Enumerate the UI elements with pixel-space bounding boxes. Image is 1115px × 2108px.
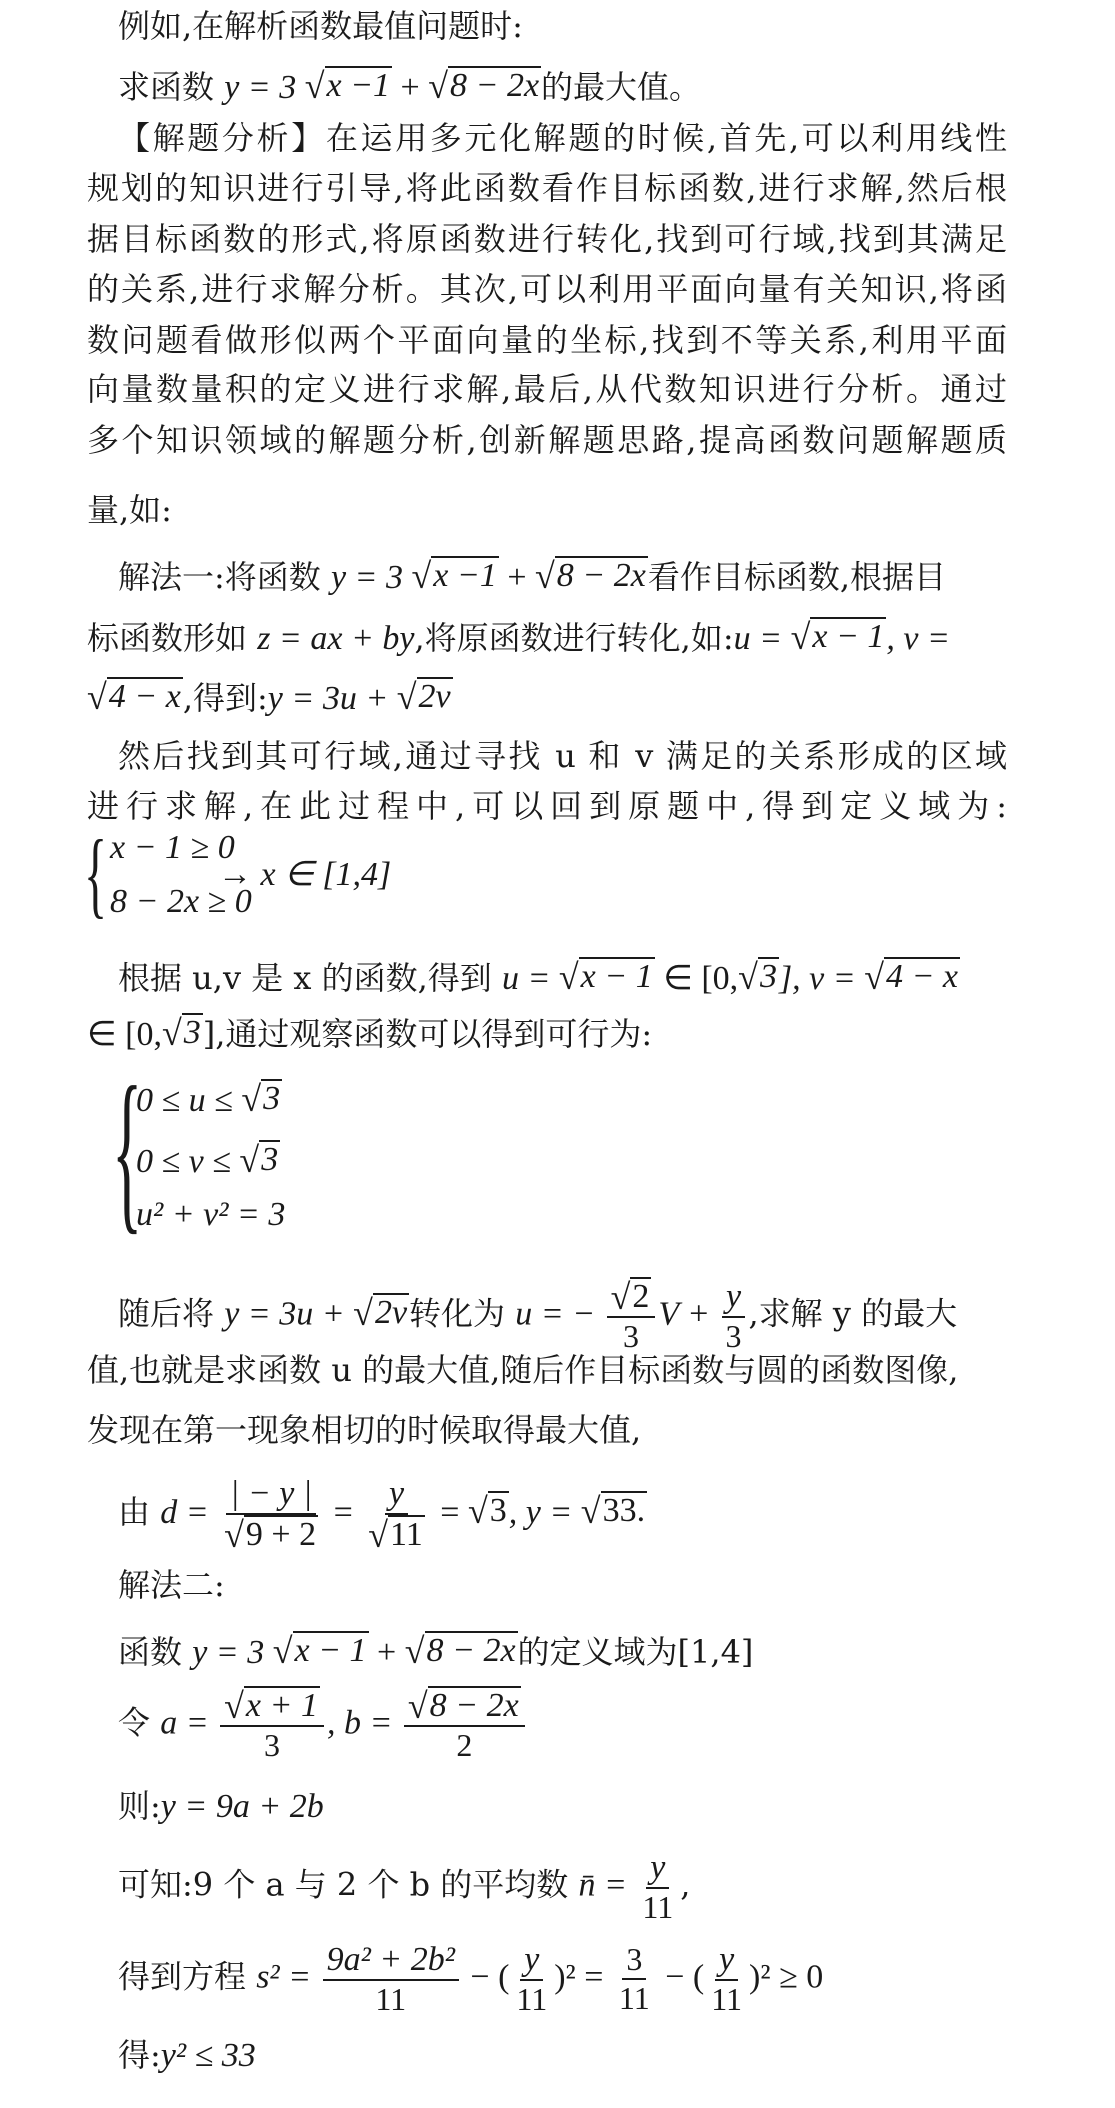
solution2-line: 可知:9 个 a 与 2 个 b 的平均数 n̄ = $\frac{y}{11}$ ,: [118, 1849, 691, 1926]
fraction: $\frac{y}{11}$: [711, 1941, 743, 2018]
radicand: 2v: [374, 1293, 408, 1331]
text: 得到方程: [118, 1957, 257, 1996]
math: ], v =: [778, 960, 865, 997]
text: 转化为: [409, 1294, 516, 1333]
radicand: x −1: [326, 67, 391, 105]
solution1-line: [118, 551, 1007, 603]
text: ,将原函数进行转化,如:: [414, 619, 734, 657]
analysis-line: 向量数量积的定义进行求解,最后,从代数知识进行分析。通过: [87, 370, 1007, 408]
math: y = 3: [224, 69, 305, 106]
math: u =: [501, 960, 559, 997]
analysis-line: 多个知识领域的解题分析,创新解题思路,提高函数问题解题质: [87, 421, 1007, 459]
sqrt: √ 3: [467, 1490, 507, 1531]
fraction: √ x + 1 3: [220, 1686, 324, 1764]
text: 看作目标函数,根据目: [647, 558, 947, 596]
text: ],通过观察函数可以得到可行为:: [202, 1015, 653, 1053]
text: 求函数: [118, 68, 225, 106]
inequality: 8 − 2x ≥ 0: [110, 883, 252, 920]
analysis-line: 量,如:: [87, 491, 172, 529]
text: 令: [118, 1703, 161, 1742]
math: y = 9a + 2b: [160, 1788, 324, 1825]
sqrt: √ x − 1: [558, 957, 653, 997]
fraction: $\frac{\text{9a² + 2b²}}{11}$: [323, 1940, 459, 2018]
math: z = ax + by: [257, 620, 415, 657]
sqrt: √ 2v: [396, 677, 451, 717]
solution1-line: [87, 612, 1007, 664]
left-brace-icon: {: [84, 820, 108, 927]
radicand: x − 1: [580, 958, 653, 996]
plus: +: [498, 559, 536, 596]
solution1-line: 然后找到其可行域,通过寻找 u 和 v 满足的关系形成的区域: [118, 737, 1007, 775]
fraction: $\frac{y}{3}$: [721, 1277, 745, 1355]
sqrt: √ 33.: [580, 1490, 646, 1531]
solution2-line: [118, 1780, 1007, 1832]
solution1-line: [118, 1276, 1007, 1355]
sqrt: √ 3: [738, 957, 777, 997]
analysis-line: 的关系,进行求解分析。其次,可以利用平面向量有关知识,将函: [87, 270, 1007, 308]
domain-result: → x ∈ [1,4]: [218, 856, 392, 893]
sqrt: √ 8 − 2x: [535, 556, 646, 596]
radicand: 4 − x: [885, 958, 959, 996]
analysis-line: 据目标函数的形式,将原函数进行转化,找到可行域,找到其满足: [87, 220, 1007, 258]
radicand: 3: [759, 958, 777, 996]
text: 的定义域为[1,4]: [517, 1633, 754, 1671]
plus: +: [392, 69, 429, 106]
radicand: 4 − x: [108, 678, 181, 716]
solution2-line: 得到方程 s² = $\frac{\text{9a² + 2b²}}{11}$ − ( $\frac{y}{11}$ )² = $\frac{3}{11}$ − ( $\frac{y}{11}$ )² ≥ 0: [118, 1941, 824, 2018]
text: 标函数形如: [87, 619, 258, 657]
inequality: 0 ≤ u ≤ √ 3: [136, 1079, 281, 1119]
sqrt: √ 2v: [353, 1292, 408, 1333]
text: 由: [118, 1492, 161, 1531]
text: ,求解 y 的最大: [748, 1294, 958, 1333]
fraction: $\frac{3}{11}$: [618, 1941, 650, 2016]
sqrt: √ x −1: [304, 66, 391, 106]
solution1-line: 发现在第一现象相切的时候取得最大值,: [87, 1411, 642, 1449]
left-brace-icon: {: [112, 1050, 143, 1249]
solution2-line: [118, 2029, 1007, 2081]
text: 根据 u,v 是 x 的函数,得到: [118, 959, 502, 997]
solution2-title: 解法二:: [118, 1566, 225, 1604]
fraction: √ 8 − 2x 2: [404, 1686, 525, 1764]
equation: u² + v² = 3: [136, 1196, 286, 1233]
radicand: 3: [183, 1014, 201, 1052]
sqrt: √ x − 1: [272, 1631, 367, 1671]
fraction: $\frac{y}{11}$: [642, 1849, 674, 1926]
analysis-line: 规划的知识进行引导,将此函数看作目标函数,进行求解,然后根: [87, 169, 1007, 207]
solution1-line: [87, 672, 1007, 724]
fraction: | − y | √ 9 + 2: [224, 1475, 317, 1555]
text: 随后将: [118, 1294, 225, 1333]
math: y = 3u +: [267, 680, 397, 717]
sqrt: √ 8 − 2x: [404, 1631, 516, 1671]
radicand: 8 − 2x: [450, 67, 540, 105]
math: V +: [658, 1295, 719, 1333]
sqrt: √ 4 − x: [87, 677, 181, 717]
inequality: 0 ≤ v ≤ √ 3: [136, 1140, 279, 1180]
text: 解法一:将函数: [118, 558, 331, 596]
solution1-line: 由 d = | − y | √ 9 + 2 = y √ 11 = √ 3 , y = √ 33.: [118, 1475, 646, 1555]
math: d =: [160, 1493, 218, 1531]
solution1-line: 进行求解,在此过程中,可以回到原题中,得到定义域为:: [87, 787, 1007, 825]
radicand: 8 − 2x: [556, 557, 646, 595]
text: 得:: [118, 2036, 161, 2074]
math: , v =: [886, 620, 950, 657]
radicand: x − 1: [812, 618, 885, 656]
math: u =: [733, 620, 791, 657]
fraction: √ 2 3: [607, 1277, 656, 1355]
analysis-line: 数问题看做形似两个平面向量的坐标,找到不等关系,利用平面: [87, 321, 1007, 359]
fraction: y √ 11: [368, 1475, 423, 1555]
math: y² ≤ 33: [160, 2037, 256, 2074]
math: ∈ [0,: [87, 1016, 162, 1053]
radicand: 2v: [418, 678, 451, 716]
sqrt: √ 3: [161, 1013, 201, 1053]
text: 的最大值。: [541, 68, 702, 106]
fraction: $\frac{y}{11}$: [516, 1941, 548, 2018]
analysis-line: 【解题分析】在运用多元化解题的时候,首先,可以利用线性: [118, 119, 1007, 157]
text: 函数: [118, 1633, 193, 1671]
math: y = 3u +: [224, 1295, 354, 1333]
radicand: x −1: [433, 557, 497, 595]
solution1-line: [87, 1008, 1007, 1060]
sqrt: √ 4 − x: [864, 957, 959, 997]
sqrt: √ x − 1: [790, 617, 885, 657]
solution2-line: 函数 y = 3 √ x − 1 + √ 8 − 2x 的定义域为[1,4]: [118, 1631, 754, 1671]
sqrt: √ 8 − 2x: [428, 66, 540, 106]
problem-statement: [118, 61, 1007, 113]
math: u = −: [515, 1295, 604, 1333]
inequality: x − 1 ≥ 0: [110, 829, 235, 866]
text: ,得到:: [182, 679, 268, 717]
math: y = 3: [330, 559, 412, 596]
solution1-line: 值,也就是求函数 u 的最大值,随后作目标函数与圆的函数图像,: [87, 1351, 959, 1389]
text: 可知:9 个 a 与 2 个 b 的平均数: [118, 1865, 579, 1904]
solution1-line: [118, 952, 1007, 1004]
solution2-line: 令 a = √ x + 1 3 , b = √ 8 − 2x 2: [118, 1686, 1007, 1756]
math: ∈ [0,: [654, 960, 739, 997]
text: 则:: [118, 1787, 161, 1825]
sqrt: √ x −1: [411, 556, 497, 596]
intro-line: 例如,在解析函数最值问题时:: [118, 7, 523, 45]
